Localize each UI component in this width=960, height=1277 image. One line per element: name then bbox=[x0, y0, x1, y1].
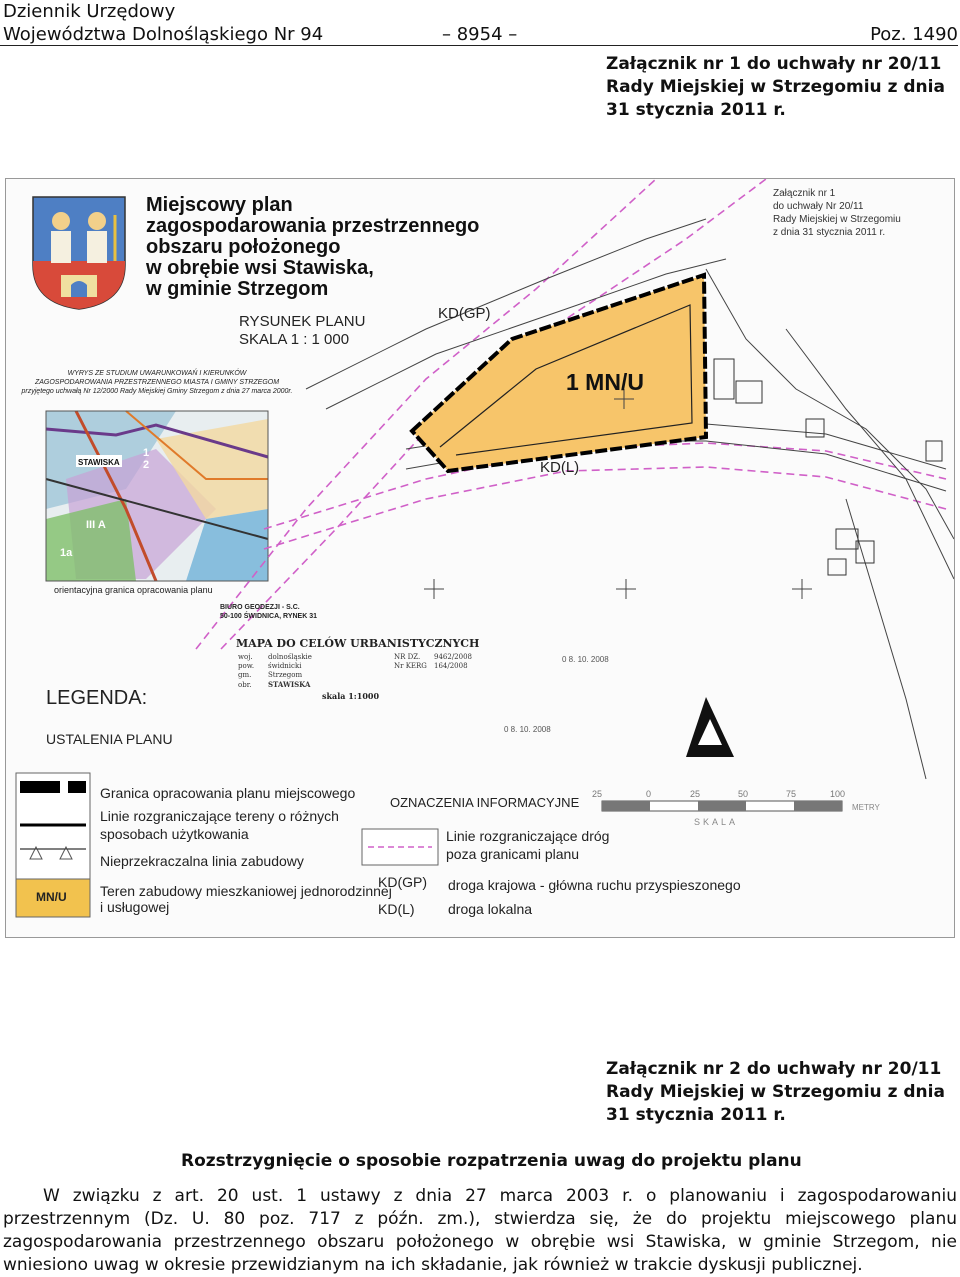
drawing-label bbox=[239, 313, 365, 349]
base-map-row bbox=[238, 653, 472, 662]
buildings bbox=[714, 359, 942, 575]
legend-item-lines-2: sposobach użytkowania bbox=[100, 826, 249, 842]
scale-tick-3: 25 bbox=[690, 789, 701, 799]
road-gp-label: KD(GP) bbox=[438, 305, 491, 322]
drawing-label-text: RYSUNEK PLANU bbox=[239, 313, 366, 330]
header-rule bbox=[0, 45, 958, 46]
info-item-l: droga lokalna bbox=[448, 901, 533, 917]
inset-zone-a: III A bbox=[86, 519, 106, 531]
row-key: Nr KERG bbox=[394, 662, 427, 670]
row-label: pow. bbox=[238, 662, 255, 670]
legend-swatch-label: MN/U bbox=[36, 890, 67, 904]
annex2-line2: Rady Miejskiej w Strzegomiu z dnia bbox=[606, 1082, 945, 1102]
date-stamp-2: 0 8. 10. 2008 bbox=[504, 725, 551, 734]
row-value: STAWISKA bbox=[268, 680, 311, 689]
legend-item-lines-1: Linie rozgraniczające tereny o różnych bbox=[100, 808, 339, 824]
scale-tick-4: 50 bbox=[738, 789, 749, 799]
study-caption-line2: ZAGOSPODAROWANIA PRZESTRZENNEGO MIASTA I GMINY STRZEGOM bbox=[34, 379, 280, 386]
scale-label-text: SKALA 1 : 1 000 bbox=[239, 331, 350, 348]
row-value: świdnicki bbox=[268, 662, 302, 670]
map-stamp-line1: Załącznik nr 1 bbox=[773, 188, 836, 199]
base-map-table bbox=[238, 653, 472, 690]
scale-unit: METRY bbox=[852, 803, 880, 812]
row-value: Strzegom bbox=[268, 671, 303, 679]
annex1-line2: Rady Miejskiej w Strzegomiu z dnia bbox=[606, 77, 945, 97]
map-title-line5: w gminie Strzegom bbox=[146, 278, 329, 300]
base-map-title: MAPA DO CELÓW URBANISTYCZNYCH bbox=[236, 637, 480, 650]
map-title-line2: zagospodarowania przestrzennego bbox=[146, 215, 480, 237]
study-inset bbox=[46, 411, 268, 581]
map-stamp-line3: Rady Miejskiej w Strzegomiu bbox=[773, 214, 901, 225]
annex2-heading bbox=[606, 1058, 958, 1127]
base-map-scale: skala 1:1000 bbox=[322, 691, 380, 701]
scale-tick-6: 100 bbox=[830, 789, 846, 799]
legend-title: LEGENDA: bbox=[46, 687, 148, 709]
zone-label: 1 MN/U bbox=[566, 369, 644, 395]
coat-of-arms-image bbox=[31, 195, 127, 311]
info-item-gp: droga krajowa - główna ruchu przyspieszonego bbox=[448, 877, 741, 893]
map-title-line3: obszaru położonego bbox=[146, 236, 341, 258]
journal-title-line2: Województwa Dolnośląskiego Nr 94 bbox=[3, 24, 324, 45]
scale-word: SKALA bbox=[694, 817, 739, 827]
info-title: OZNACZENIA INFORMACYJNE bbox=[390, 795, 580, 810]
row-val2: 164/2008 bbox=[434, 662, 468, 670]
annex1-heading bbox=[606, 53, 958, 122]
road-l-label: KD(L) bbox=[540, 459, 580, 476]
surveyor-line1: BIURO GEODEZJI - S.C. bbox=[220, 604, 300, 611]
study-caption bbox=[12, 369, 302, 396]
legend-item-zone-1: Teren zabudowy mieszkaniowej jednorodzinnej bbox=[100, 883, 392, 899]
annex2-line3: 31 stycznia 2011 r. bbox=[606, 1105, 786, 1125]
legend-subtitle: USTALENIA PLANU bbox=[46, 731, 173, 747]
scale-tick-5: 75 bbox=[786, 789, 797, 799]
resolution-paragraph: W związku z art. 20 ust. 1 ustawy z dnia 27 marca 2003 r. o planowaniu i zagospodarowaniu przestrzennym (Dz. U. 80 poz. 717 z późn. zm.), stwierdza się, że do projektu miejscowego planu zagospodarowania przestrzennego obszaru położonego w obrębie wsi Stawiska, w gminie Strzegom, nie wniesiono uwag w okresie przewidzianym na ich składanie, jak również w trakcie dyskusji publicznej. bbox=[3, 1186, 957, 1275]
map-title bbox=[146, 195, 479, 300]
map-title-line4: w obrębie wsi Stawiska, bbox=[146, 257, 374, 279]
info-item-lines-1: Linie rozgraniczające dróg bbox=[446, 828, 610, 844]
row-value: dolnośląskie bbox=[268, 653, 312, 661]
annex2-line1: Załącznik nr 2 do uchwały nr 20/11 bbox=[606, 1059, 942, 1079]
surveyor-block bbox=[220, 603, 317, 621]
row-label: obr. bbox=[238, 681, 252, 689]
info-item-lines-2: poza granicami planu bbox=[446, 846, 580, 862]
map-stamp-line4: z dnia 31 stycznia 2011 r. bbox=[773, 227, 886, 238]
base-map-row bbox=[238, 662, 472, 671]
scale-tick-2: 0 bbox=[646, 789, 652, 799]
info-gp-code: KD(GP) bbox=[378, 874, 427, 890]
row-key: NR DZ. bbox=[394, 653, 421, 661]
inset-zone-d: 1 bbox=[143, 447, 150, 459]
scale-bar bbox=[602, 801, 842, 811]
annex1-line1: Załącznik nr 1 do uchwały nr 20/11 bbox=[606, 54, 942, 74]
coat-of-arms bbox=[31, 195, 127, 311]
map-stamp bbox=[773, 187, 901, 239]
map-stamp-line2: do uchwały Nr 20/11 bbox=[773, 201, 864, 212]
row-val2: 9462/2008 bbox=[434, 653, 472, 661]
inset-place-label: STAWISKA bbox=[78, 458, 120, 467]
annex1-line3: 31 stycznia 2011 r. bbox=[606, 100, 786, 120]
base-map-row bbox=[238, 680, 472, 690]
legend-item-boundary: Granica opracowania planu miejscowego bbox=[100, 785, 356, 801]
row-label: woj. bbox=[238, 653, 253, 661]
journal-title-line1: Dziennik Urzędowy bbox=[3, 1, 176, 22]
study-caption-line3: przyjętego uchwałą Nr 12/2000 Rady Miejskiej Gminy Strzegom z dnia 27 marca 2000r. bbox=[21, 388, 293, 395]
legend-item-building-line: Nieprzekraczalna linia zabudowy bbox=[100, 853, 304, 869]
base-map-row bbox=[238, 671, 472, 680]
study-caption-line1: WYRYS ZE STUDIUM UWARUNKOWAŃ I KIERUNKÓW bbox=[67, 370, 247, 377]
inset-zone-c: 2 bbox=[143, 459, 150, 471]
row-label: gm. bbox=[238, 671, 252, 679]
orientation-note: orientacyjna granica opracowania planu bbox=[54, 585, 213, 595]
info-l-code: KD(L) bbox=[378, 901, 415, 917]
plan-map bbox=[5, 178, 955, 938]
north-arrow bbox=[686, 697, 734, 757]
resolution-title: Rozstrzygnięcie o sposobie rozpatrzenia uwag do projektu planu bbox=[181, 1151, 802, 1171]
surveyor-line2: 50-100 ŚWIDNICA, RYNEK 31 bbox=[220, 613, 317, 620]
inset-zone-b: 1a bbox=[60, 547, 73, 559]
map-title-line1: Miejscowy plan bbox=[146, 194, 293, 216]
page-number: – 8954 – bbox=[442, 24, 518, 45]
legend-item-zone-2: i usługowej bbox=[100, 899, 170, 915]
date-stamp-1: 0 8. 10. 2008 bbox=[562, 655, 609, 664]
scale-tick-1: 25 bbox=[592, 789, 603, 799]
position-number: Poz. 1490 bbox=[870, 24, 958, 45]
